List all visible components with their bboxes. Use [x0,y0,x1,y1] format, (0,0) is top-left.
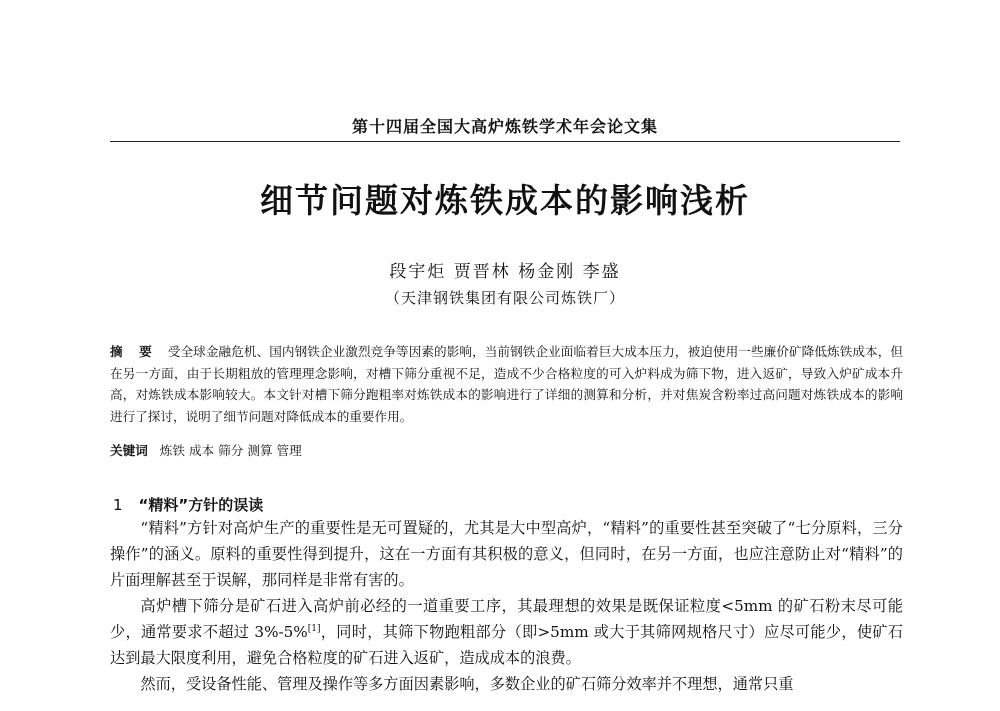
author-list: 段宇炬 贾晋林 杨金刚 李盛 [389,262,621,282]
header-rule [110,141,900,142]
citation-ref: [1] [307,624,321,634]
section-heading [113,494,713,515]
affiliation: （天津钢铁集团有限公司炼铁厂） [384,289,625,307]
abstract [110,341,903,427]
keywords-label: 关键词 [110,443,148,458]
section-number: 1 [113,496,123,514]
section-title: “精料”方针的误读 [138,496,264,514]
paragraph-text: 高炉槽下筛分是矿石进入高炉前必经的一道重要工序，其最理想的效果是既保证粒度<5mm 的矿石粉末尽可能少，通常要求不超过 3%-5% [110,597,903,641]
paragraph: 然而，受设备性能、管理及操作等多方面因素影响，多数企业的矿石筛分效率并不理想，通常只重 [140,675,794,693]
paper-title: 细节问题对炼铁成本的影响浅析 [260,181,750,220]
paragraph-text: ，同时，其筛下物跑粗部分（即>5mm 或大于其筛网规格尺寸）应尽可能少，使矿石达到最大限度利用，避免合格粒度的矿石进入返矿，造成成本的浪费。 [110,623,903,667]
paragraph [110,593,903,671]
paragraph: “精料”方针对高炉生产的重要性是无可置疑的，尤其是大中型高炉，“精料”的重要性甚至突破了“七分原料，三分操作”的涵义。原料的重要性得到提升，这在一方面有其积极的意义，但同时，在另一方面，也应注意防止对“精料”的片面理解甚至于误解，那同样是非常有害的。 [110,519,903,589]
abstract-text: 受全球金融危机、国内钢铁企业激烈竞争等因素的影响，当前钢铁企业面临着巨大成本压力，被迫使用一些廉价矿降低炼铁成本，但在另一方面，由于长期粗放的管理理念影响，对槽下筛分重视不足，造成不少合格粒度的可入炉料成为筛下物，进入返矿，导致入炉矿成本升高，对炼铁成本影响较大。本文针对槽下筛分跑粗率对炼铁成本的影响进行了详细的测算和分析，并对焦炭含粉率过高问题对炼铁成本的影响进行了探讨，说明了细节问题对降低成本的重要作用。 [110,344,904,424]
abstract-label: 摘 要 [110,344,158,359]
running-head: 第十四届全国大高炉炼铁学术年会论文集 [351,117,658,136]
keywords [110,441,903,461]
body-text [110,515,903,697]
keywords-text: 炼铁 成本 筛分 测算 管理 [159,443,302,458]
